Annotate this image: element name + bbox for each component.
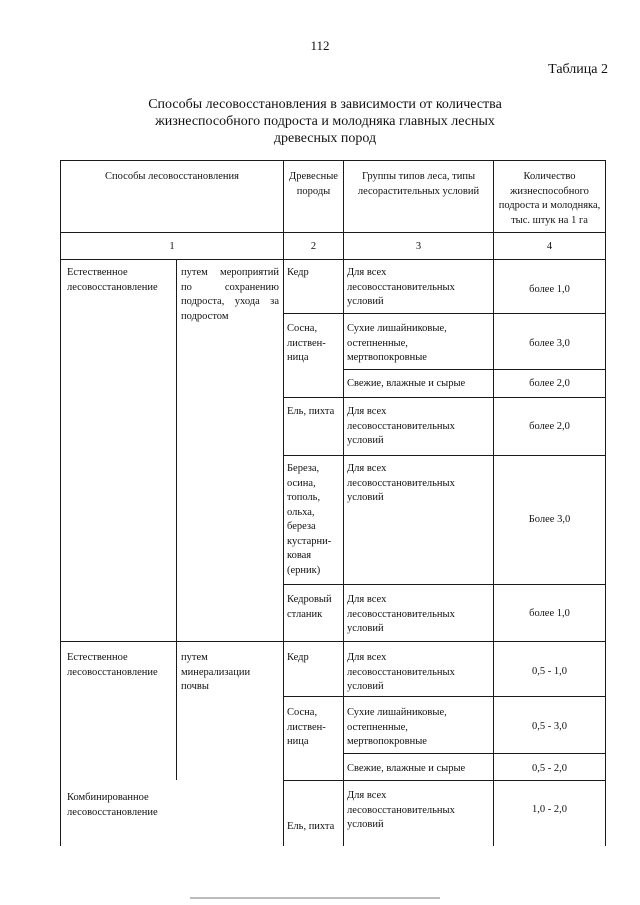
col-number-2: 2 [310,241,317,252]
conditions-cell: Свежие, влажные и сырые [347,378,466,389]
amount-cell: более 2,0 [529,378,570,389]
species-cell: Кедр [287,267,309,278]
method-natural: Естественное лесовосстановление [67,652,158,678]
amount-cell: Более 3,0 [528,514,571,525]
title-line: Способы лесовосстановления в зависимости от количества [148,97,502,112]
column-rule [493,160,494,846]
amount-cell: 1,0 - 2,0 [532,804,567,815]
header-rule [60,232,606,233]
species-cell: Береза, осина, тополь, ольха, береза кустарни- ковая (ерник) [287,463,332,576]
species-cell: Кедр [287,652,309,663]
method-natural: Естественное лесовосстановление [67,267,158,293]
species-cell: Сосна, листвен- ница [287,707,326,747]
amount-cell: 0,5 - 2,0 [532,763,567,774]
title-line: древесных пород [273,131,377,146]
row-rule [283,584,606,585]
amount-cell: 0,5 - 3,0 [532,721,567,732]
amount-cell: 0,5 - 1,0 [532,666,567,677]
species-cell: Кедровый стланик [287,594,332,620]
conditions-cell: Сухие лишайниковые, остепненные, мертвопокровные [347,707,447,747]
header-amount: Количество жизнеспособного подроста и молодняка, тыс. штук на 1 га [498,171,601,226]
conditions-cell: Для всех лесовосстановительных условий [347,652,455,692]
column-rule [343,160,344,846]
row-rule [283,696,606,697]
col-number-1: 1 [169,241,175,252]
row-rule [283,313,606,314]
method-combined: Комбинированное лесовосстановление [67,792,158,818]
amount-cell: более 1,0 [529,608,570,619]
title-line: жизнеспособного подроста и молодняка главных лесных [155,114,495,129]
amount-cell: более 2,0 [529,421,570,432]
row-rule [283,455,606,456]
row-rule [343,369,606,370]
row-rule [283,397,606,398]
table-border-top [60,160,606,161]
column-rule [176,259,177,641]
amount-cell: более 3,0 [529,338,570,349]
measure-mineralization: путем минерализации почвы [181,652,251,692]
measure-preservation: путем мероприятий по сохранению подроста, ухода за подростом [181,267,279,322]
table-border-left [60,160,61,846]
table-title [100,96,550,147]
conditions-cell: Для всех лесовосстановительных условий [347,463,455,503]
number-row-rule [60,259,606,260]
column-rule [176,641,177,780]
species-cell: Ель, пихта [287,821,335,832]
column-rule [283,259,284,846]
conditions-cell: Сухие лишайниковые, остепненные, мертвопокровные [347,323,447,363]
conditions-cell: Для всех лесовосстановительных условий [347,594,455,634]
conditions-cell: Для всех лесовосстановительных условий [347,267,455,307]
row-rule [283,780,606,781]
species-cell: Сосна, листвен- ница [287,323,326,363]
row-rule [343,753,606,754]
col-number-4: 4 [546,241,553,252]
table-label: Таблица 2 [548,62,608,77]
conditions-cell: Свежие, влажные и сырые [347,763,466,774]
conditions-cell: Для всех лесовосстановительных условий [347,406,455,446]
header-species: Древесные породы [289,171,338,197]
header-forest-types: Группы типов леса, типы лесорастительных условий [357,171,480,197]
col-number-3: 3 [415,241,422,252]
header-methods: Способы лесовосстановления [105,171,239,182]
amount-cell: более 1,0 [529,284,570,295]
conditions-cell: Для всех лесовосстановительных условий [347,790,455,830]
section-rule [60,641,606,642]
table-border-right [605,160,606,846]
species-cell: Ель, пихта [287,406,335,417]
scan-edge-mark [190,897,440,899]
page-number: 112 [310,38,330,53]
